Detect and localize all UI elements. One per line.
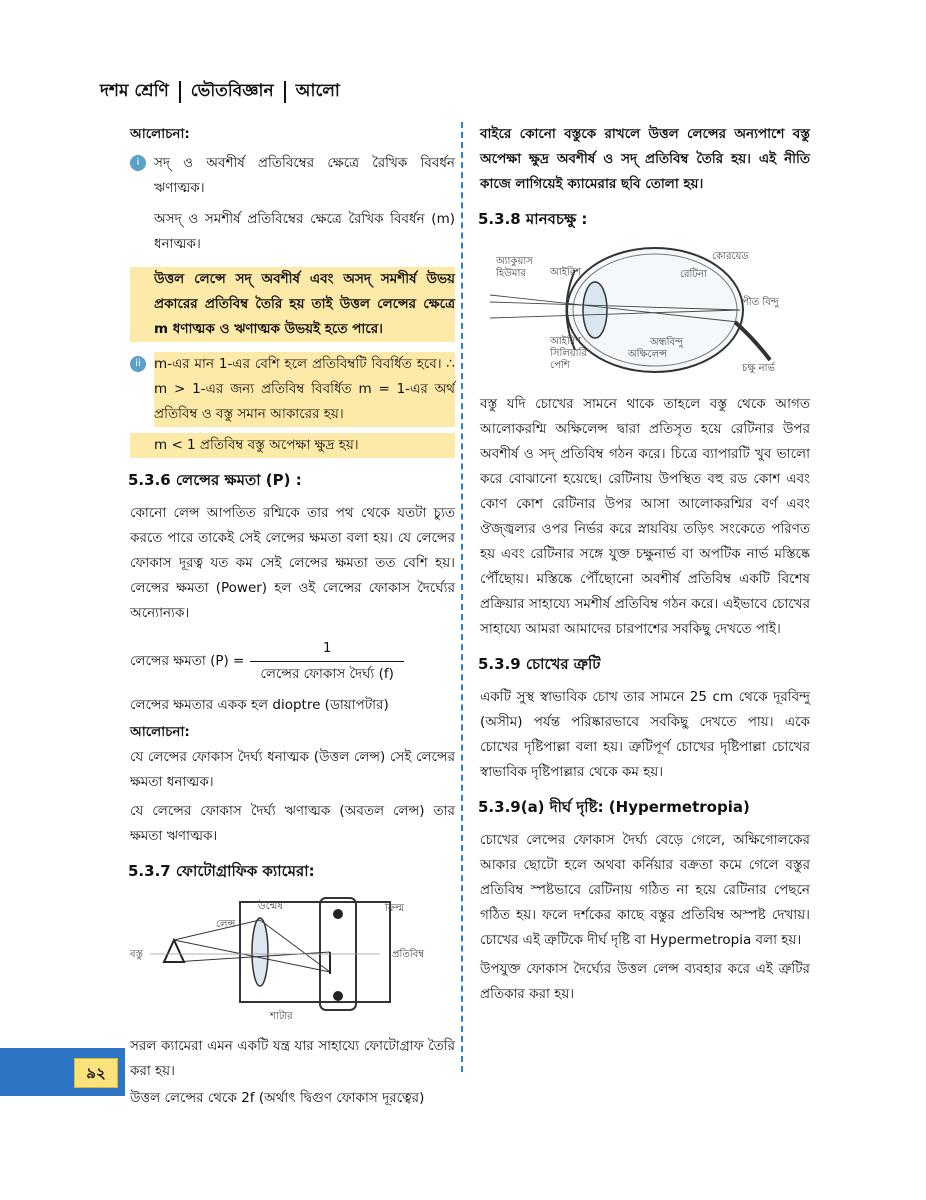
eye-diagram bbox=[480, 240, 810, 380]
eye-label-lens: অক্ষিলেন্স bbox=[628, 349, 667, 360]
optic-nerve bbox=[735, 322, 770, 360]
column-divider bbox=[461, 122, 463, 1072]
header-class: দশম শ্রেণি bbox=[100, 81, 169, 101]
bullet-two-text: m-এর মান 1-এর বেশি হলে প্রতিবিম্বটি বিবর্ধিত হবে। ∴ m > 1-এর জন্য প্রতিবিম্ব বিবর্ধিত m = 1-এর অর্থ প্রতিবিম্ব ও বস্তু সমান আকারের হয়। bbox=[154, 352, 455, 427]
label-shutter: শাটার bbox=[270, 1011, 293, 1022]
eye-description: বস্তু যদি চোখের সামনে থাকে তাহলে বস্তু থেকে আগত আলোকরশ্মি অক্ষিলেন্স দ্বারা প্রতিসৃত হয়ে রেটিনার উপর অবশীর্ষ ও সদ্ প্রতিবিম্ব গঠন করে। চিত্রে ব্যাপারটি খুব ভালো করে বোঝানো হয়েছে। রেটিনায় উপস্থিত বহু রড কোশ এবং কোণ কোশ রেটিনার উপর আসা আলোকরশ্মির বর্ণ এবং ঔজ্জ্বল্যর ওপর নির্ভর করে স্নায়বিয় তড়িৎ সংকেতে পরিণত হয় এবং রেটিনার সঙ্গে যুক্ত চক্ষুনার্ভ বা অপটিক নার্ভ মস্তিষ্কে পৌঁছোয়। মস্তিষ্কে পৌঁছোনো অবশীর্ষ প্রতিবিম্ব একটি বিশেষ প্রক্রিয়ার সাহায্যে সমশীর্ষ প্রতিবিম্ব গঠন করে। এইভাবে চোখের সাহায্যে আমরা আমাদের চারপাশের সবকিছু দেখতে পাই। bbox=[480, 396, 810, 637]
header-chapter: আলো bbox=[295, 81, 340, 101]
smaller-image-note: m < 1 প্রতিবিম্ব বস্তু অপেক্ষা ক্ষুদ্র হয়। bbox=[130, 433, 455, 458]
eye-label-ciliary: আইরিশ সিলিয়ারি পেশি bbox=[550, 336, 587, 371]
eye-label-blind-spot: অন্ধবিন্দু bbox=[650, 337, 684, 348]
label-lens: লেন্স bbox=[216, 919, 236, 930]
formula-fraction bbox=[250, 636, 404, 687]
positive-power-note: যে লেন্সের ফোকাস দৈর্ঘ্য ধনাত্মক (উত্তল লেন্স) সেই লেন্সের ক্ষমতা ধনাত্মক। bbox=[130, 749, 455, 790]
eye-label-iris: আইরিশ bbox=[550, 267, 582, 278]
bullet-marker: i bbox=[130, 155, 146, 171]
left-column bbox=[130, 122, 455, 1121]
bullet-two bbox=[130, 352, 455, 427]
negative-power-note: যে লেন্সের ফোকাস দৈর্ঘ্য ঋণাত্মক (অবতল লেন্স) তার ক্ষমতা ঋণাত্মক। bbox=[130, 803, 455, 844]
section-539-heading: 5.3.9 চোখের ত্রুটি bbox=[478, 655, 601, 673]
section-539a-heading: 5.3.9(a) দীর্ঘ দৃষ্টি: (Hypermetropia) bbox=[478, 798, 750, 816]
object-arrow bbox=[164, 940, 184, 962]
header-separator bbox=[284, 81, 286, 103]
header-subject: ভৌতবিজ্ঞান bbox=[190, 81, 274, 101]
right-column bbox=[480, 122, 810, 1017]
camera-principle-continued: বাইরে কোনো বস্তুকে রাখলে উত্তল লেন্সের অন্যপাশে বস্তু অপেক্ষা ক্ষুদ্র অবশীর্ষ ও সদ্ প্রতিবিম্ব তৈরি হয়। এই নীতি কাজে লাগিয়েই ক্যামেরার ছবি তোলা হয়। bbox=[480, 126, 810, 192]
label-aperture: উন্মেষ bbox=[258, 901, 283, 912]
label-object: বস্তু bbox=[130, 949, 143, 960]
camera-principle-start: উত্তল লেন্সের থেকে 2f (অর্থাৎ দ্বিগুণ ফোকাস দূরত্বের) bbox=[130, 1090, 425, 1106]
section-538-heading: 5.3.8 মানবচক্ষু : bbox=[478, 210, 588, 228]
label-film: ফিল্ম bbox=[385, 903, 405, 914]
formula-denominator: লেন্সের ফোকাস দৈর্ঘ্য (f) bbox=[250, 661, 404, 687]
hypermetropia-remedy: উপযুক্ত ফোকাস দৈর্ঘ্যের উত্তল লেন্স ব্যবহার করে এই ত্রুটির প্রতিকার করা হয়। bbox=[480, 961, 810, 1002]
header-separator bbox=[179, 81, 181, 103]
formula-lhs: লেন্সের ক্ষমতা (P) = bbox=[130, 653, 245, 669]
page-number: ৯২ bbox=[74, 1058, 118, 1088]
film-spool-bottom bbox=[333, 991, 343, 1001]
linear-magnification-positive: অসদ্ ও সমশীর্ষ প্রতিবিম্বের ক্ষেত্রে রৈখিক বিবর্ধন (m) ধনাত্মক। bbox=[154, 211, 455, 252]
label-image: প্রতিবিম্ব bbox=[392, 949, 425, 960]
eye-lens bbox=[583, 282, 607, 338]
eye-label-optic-nerve: চক্ষু নার্ভ bbox=[742, 363, 775, 374]
hypermetropia-description: চোখের লেন্সের ফোকাস দৈর্ঘ্য বেড়ে গেলে, অক্ষিগোলকের আকার ছোটো হলে অথবা কর্নিয়ার বক্রতা কমে গেলে বস্তুর প্রতিবিম্ব স্পষ্টভাবে রেটিনায় গঠিত না হয়ে রেটিনার পেছনে গঠিত হয়। ফলে দর্শকের কাছে বস্তুর প্রতিবিম্ব অস্পষ্ট দেখায়। চোখের এই ত্রুটিকে দীর্ঘ দৃষ্টি বা Hypermetropia বলা হয়। bbox=[480, 832, 810, 948]
section-537-heading: 5.3.7 ফোটোগ্রাফিক ক্যামেরা: bbox=[128, 862, 315, 880]
eye-label-choroid: কোরয়েড bbox=[712, 251, 749, 262]
lens-power-definition: কোনো লেন্স আপতিত রশ্মিকে তার পথ থেকে যতটা চ্যুত করতে পারে তাকেই সেই লেন্সের ক্ষমতা বলা হয়। যে লেন্সের ফোকাস দূরত্ব যত কম সেই লেন্সের ক্ষমতা তত বেশি হয়। লেন্সের ক্ষমতা (Power) হল ওই লেন্সের ফোকাস দৈর্ঘ্যের অন্যোন্যক। bbox=[130, 505, 455, 621]
section-536-heading: 5.3.6 লেন্সের ক্ষমতা (P) : bbox=[128, 471, 302, 489]
page-header bbox=[100, 78, 340, 106]
discussion-heading: আলোচনা: bbox=[130, 126, 190, 142]
bullet-marker: ii bbox=[130, 356, 146, 372]
power-unit: লেন্সের ক্ষমতার একক হল dioptre (ডায়াপটার) bbox=[130, 697, 389, 713]
camera-lens bbox=[252, 918, 268, 986]
formula-numerator: 1 bbox=[322, 640, 332, 656]
eye-label-retina: রেটিনা bbox=[680, 269, 707, 280]
lens-power-formula bbox=[130, 636, 455, 687]
camera-definition: সরল ক্যামেরা এমন একটি যন্ত্র যার সাহায্যে ফোটোগ্রাফ তৈরি করা হয়। bbox=[130, 1038, 455, 1079]
convex-lens-note: উত্তল লেন্সে সদ্ অবশীর্ষ এবং অসদ্ সমশীর্ষ উভয় প্রকারের প্রতিবিম্ব তৈরি হয় তাই উত্তল লেন্সের ক্ষেত্রে m ধণাত্মক ও ঋণাত্মক উভয়ই হতে পারে। bbox=[130, 267, 455, 342]
camera-diagram bbox=[130, 892, 455, 1022]
film-spool-top bbox=[333, 909, 343, 919]
discussion-heading-2: আলোচনা: bbox=[130, 724, 190, 740]
bullet-one bbox=[130, 151, 455, 201]
eye-defect-description: একটি সুস্থ স্বাভাবিক চোখ তার সামনে 25 cm থেকে দূরবিন্দু (অসীম) পর্যন্ত পরিষ্কারভাবে সবকিছু দেখতে পায়। একে চোখের দৃষ্টিপাল্লা বলা হয়। ত্রুটিপূর্ণ চোখের দৃষ্টিপাল্লা চোখের স্বাভাবিক দৃষ্টিপাল্লার থেকে কম হয়। bbox=[480, 689, 810, 780]
eye-label-aqueous: অ্যাকুয়াস হিউমার bbox=[496, 256, 533, 279]
eye-label-yellow-spot: পীত বিন্দু bbox=[742, 297, 779, 308]
bullet-one-text: সদ্ ও অবশীর্ষ প্রতিবিম্বের ক্ষেত্রে রৈখিক বিবর্ধন ঋণাত্মক। bbox=[154, 155, 455, 196]
